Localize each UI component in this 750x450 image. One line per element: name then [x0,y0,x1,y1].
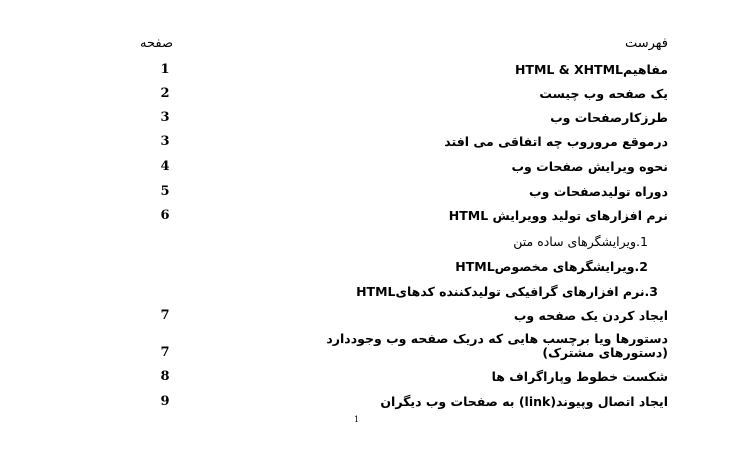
toc-page-number: 3 [160,110,170,125]
toc-page-number: 2 [160,86,170,101]
toc-entry-text-line1: دستورها ویا برچسب هایی که دریک صفحه وب وجوددارد [326,331,668,346]
footer-page-number: 1 [354,415,360,424]
toc-row [0,159,750,183]
toc-page-number: 1 [160,62,170,77]
toc-entry-text: ایجاد کردن یک صفحه وب [513,308,668,323]
toc-page-number: 7 [160,308,170,323]
toc-row [0,86,750,110]
toc-row [0,234,750,258]
toc-entry-text-line2: (دستورهای مشترک) [542,345,668,360]
toc-entry-text: یک صفحه وب چیست [539,86,668,101]
toc-page-number: 3 [160,134,170,149]
toc-entry-text: طرزکارصفحات وب [550,110,668,125]
toc-page-number: 4 [160,159,170,174]
toc-row [0,284,750,308]
toc-page-number: 6 [160,208,170,223]
toc-entry-text: شکست خطوط وپاراگراف ها [491,369,668,384]
toc-subentry-text: 1.ویرایشگرهای ساده متن [513,234,648,249]
toc-row [0,134,750,158]
toc-entry-text: نرم افزارهای تولید وویرایش HTML [448,208,668,223]
toc-subentry-text: 2.ویرایشگرهای مخصوصHTML [455,259,648,274]
toc-entry-text: نحوه ویرایش صفحات وب [511,159,668,174]
toc-row [0,331,750,363]
toc-entry-text: مفاهیمHTML & XHTML [514,62,668,77]
toc-entry-text: دوراه تولیدصفحات وب [529,184,668,199]
toc-row [0,394,750,418]
toc-row [0,259,750,283]
toc-row [0,110,750,134]
toc-page-number: 9 [160,394,170,409]
toc-header-title: فهرست [624,36,668,51]
toc-entry-text: ایجاد اتصال وپیوند(link) به صفحات وب دیگران [380,394,668,409]
toc-header-page: صفحه [140,36,173,51]
toc-row [0,62,750,86]
toc-entry-text: درموقع مروروب چه اتفاقی می افتد [444,134,668,149]
toc-subentry-text: 3.نرم افزارهای گرافیکی تولیدکننده کدهایHTML [356,284,658,299]
toc-row [0,308,750,332]
toc-row [0,184,750,208]
toc-page-number: 7 [160,345,170,360]
toc-row [0,208,750,232]
toc-page-number: 5 [160,184,170,199]
toc-page-number: 8 [160,369,170,384]
toc-row [0,369,750,393]
